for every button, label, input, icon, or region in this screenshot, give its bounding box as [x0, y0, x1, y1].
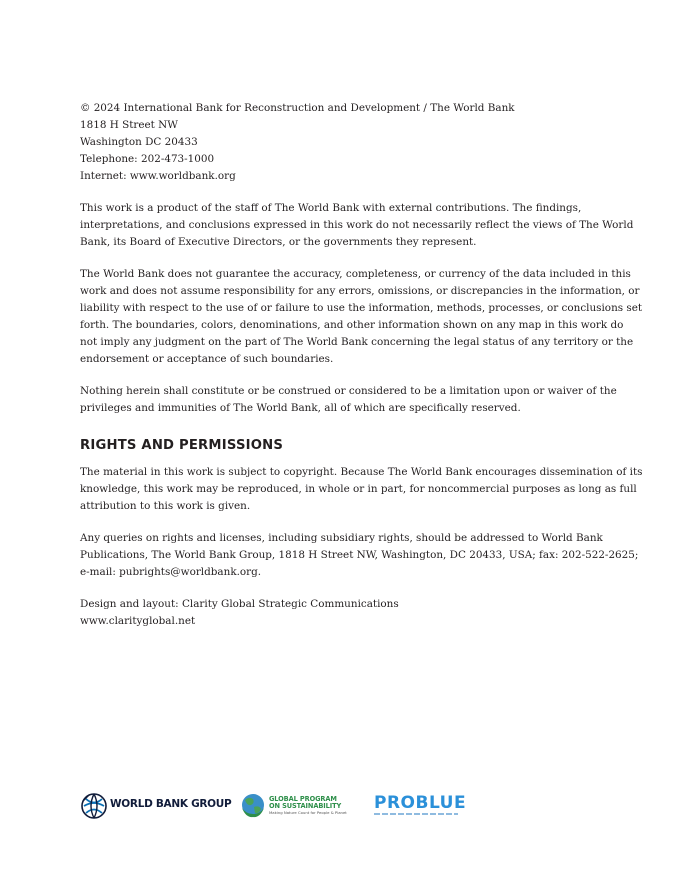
text-line: Nothing herein shall constitute or be construed or considered to be a limitation upon or waiver of the	[80, 385, 617, 397]
gps-wordmark-line2: ON SUSTAINABILITY	[269, 802, 342, 810]
gps-tagline: Making Nature Count for People & Planet	[269, 810, 347, 815]
text-line: forth. The boundaries, colors, denominations, and other information shown on any map in this work do	[80, 319, 624, 331]
world-bank-group-logo	[80, 790, 232, 822]
address-block	[80, 100, 602, 185]
logo-bar	[80, 790, 480, 822]
problue-tagline-bar	[374, 813, 458, 815]
telephone-line: Telephone: 202-473-1000	[80, 153, 215, 165]
disclaimer-paragraph-2	[80, 266, 643, 368]
internet-line: Internet: www.worldbank.org	[80, 170, 236, 182]
copyright-line: © 2024 International Bank for Reconstruction and Development / The World Bank	[80, 102, 515, 114]
global-program-sustainability-logo	[240, 790, 350, 822]
text-line: e-mail: pubrights@worldbank.org.	[80, 566, 262, 578]
design-credit	[80, 596, 602, 630]
globe-icon	[80, 792, 108, 820]
rights-paragraph-1	[80, 464, 643, 515]
world-bank-group-wordmark: WORLD BANK GROUP	[110, 798, 232, 810]
text-line: Publications, The World Bank Group, 1818 H Street NW, Washington, DC 20433, USA; fax: 202-522-2625;	[80, 549, 639, 561]
design-url-line: www.clarityglobal.net	[80, 615, 196, 627]
text-line: interpretations, and conclusions expressed in this work do not necessarily reflect the views of The World	[80, 219, 634, 231]
text-line: work and does not assume responsibility for any errors, omissions, or discrepancies in the information, or	[80, 285, 640, 297]
text-line: privileges and immunities of The World Bank, all of which are specifically reserved.	[80, 402, 521, 414]
text-line: The World Bank does not guarantee the accuracy, completeness, or currency of the data included in this	[80, 268, 631, 280]
text-line: liability with respect to the use of or failure to use the information, methods, processes, or conclusions set	[80, 302, 643, 314]
document-page	[80, 100, 643, 645]
text-line: Any queries on rights and licenses, including subsidiary rights, should be addressed to World Bank	[80, 532, 603, 544]
rights-paragraph-2	[80, 530, 639, 581]
text-line: The material in this work is subject to copyright. Because The World Bank encourages dissemination of its	[80, 466, 643, 478]
city-line: Washington DC 20433	[80, 136, 198, 148]
text-line: Bank, its Board of Executive Directors, or the governments they represent.	[80, 236, 477, 248]
problue-wordmark: PROBLUE	[374, 793, 467, 813]
text-line: not imply any judgment on the part of The World Bank concerning the legal status of any territory or the	[80, 336, 634, 348]
street-line: 1818 H Street NW	[80, 119, 178, 131]
earth-hands-icon	[240, 792, 266, 820]
problue-logo	[372, 790, 472, 822]
gps-wordmark-line1: GLOBAL PROGRAM	[269, 795, 337, 803]
disclaimer-paragraph-3	[80, 383, 617, 417]
text-line: knowledge, this work may be reproduced, in whole or in part, for noncommercial purposes as long as full	[80, 483, 637, 495]
text-line: endorsement or acceptance of such boundaries.	[80, 353, 334, 365]
text-line: attribution to this work is given.	[80, 500, 251, 512]
design-credit-line: Design and layout: Clarity Global Strategic Communications	[80, 598, 399, 610]
disclaimer-paragraph-1	[80, 200, 634, 251]
text-line: This work is a product of the staff of The World Bank with external contributions. The findings,	[80, 202, 582, 214]
rights-heading: RIGHTS AND PERMISSIONS	[80, 438, 284, 453]
